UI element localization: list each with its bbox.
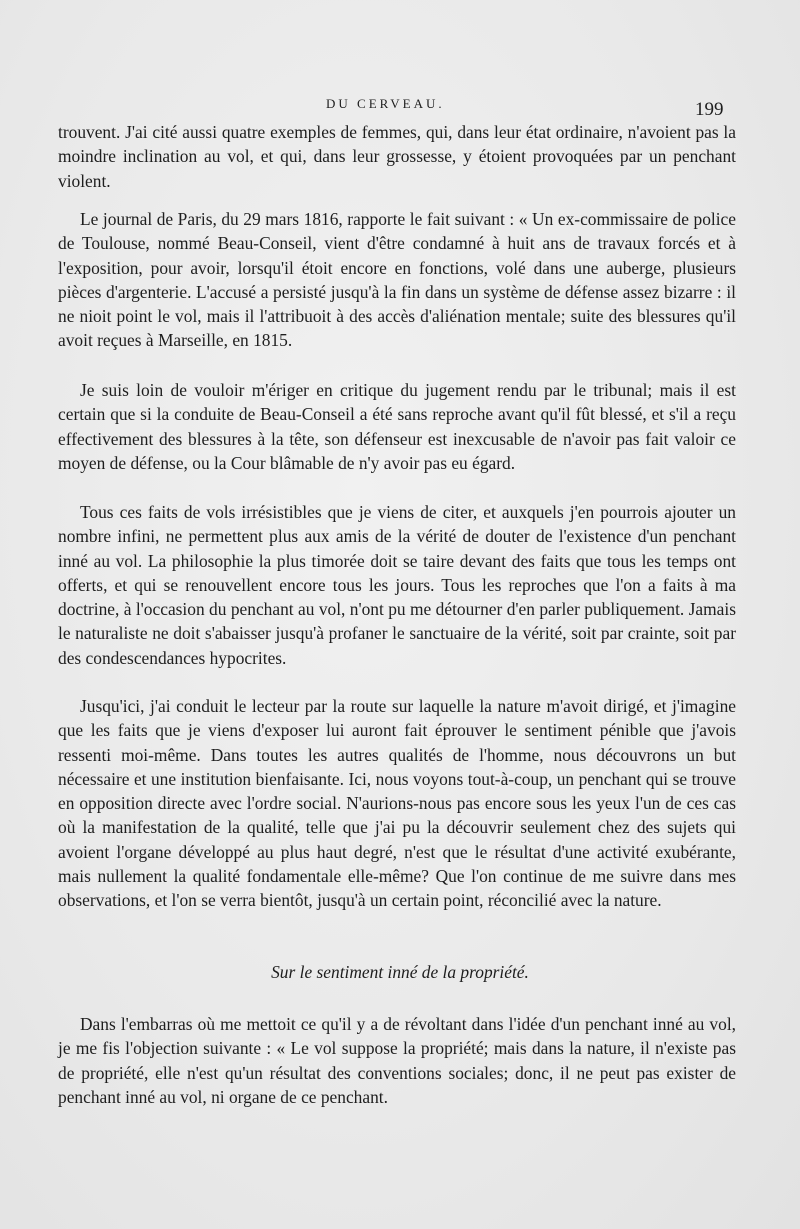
paragraph-text: Je suis loin de vouloir m'ériger en critique du jugement rendu par le tribunal; mais il est certain que si la conduite de Beau-Conseil a été sans reproche avant qu'il fût blessé, et s'il a reçu effectivement des blessures à la tête, son défenseur est inexcusable de n'avoir pas fait valoir ce moyen de défense, ou la Cour blâmable de n'y avoir pas eu égard.	[58, 380, 736, 473]
paragraph-text: trouvent. J'ai cité aussi quatre exemples de femmes, qui, dans leur état ordinaire, n'avoient pas la moindre inclination au vol, et qui, dans leur grossesse, y étoient provoquées par un penchant violent.	[58, 122, 736, 191]
paragraph-continuation	[58, 120, 736, 193]
paragraph-text: Tous ces faits de vols irrésistibles que je viens de citer, et auxquels j'en pourrois ajouter un nombre infini, ne permettent plus aux amis de la vérité de douter de l'existence d'un penchant inné au vol. La philosophie la plus timorée doit se taire devant des faits que tous les temps ont offerts, et qui se renouvellent encore tous les jours. Tous les reproches que l'on a faits à ma doctrine, à l'occasion du penchant au vol, n'ont pu me détourner d'en parler publiquement. Jamais le naturaliste ne doit s'abaisser jusqu'à profaner le sanctuaire de la vérité, soit par crainte, soit par des condescendances hypocrites.	[58, 502, 736, 668]
paragraph-critique-jugement	[58, 378, 736, 475]
paragraph-text: Le journal de Paris, du 29 mars 1816, rapporte le fait suivant : « Un ex-commissaire de police de Toulouse, nommé Beau-Conseil, vient d'être condamné à huit ans de travaux forcés et à l'exposition, pour avoir, lorsqu'il étoit encore en fonctions, volé dans une auberge, plusieurs pièces d'argenterie. L'accusé a persisté jusqu'à la fin dans un système de défense assez bizarre : il ne nioit point le vol, mais il l'attribuoit à des accès d'aliénation mentale; suite des blessures qu'il avoit reçues à Marseille, en 1815.	[58, 209, 736, 351]
page-number: 199	[695, 99, 724, 120]
section-heading: Sur le sentiment inné de la propriété.	[271, 962, 529, 982]
running-head: DU CERVEAU.	[326, 96, 445, 111]
paragraph-vols-irresistibles	[58, 500, 736, 670]
paragraph-text: Jusqu'ici, j'ai conduit le lecteur par la route sur laquelle la nature m'avoit dirigé, et j'imagine que les faits que je viens d'exposer lui auront fait éprouver le sentiment pénible que j'avois ressenti moi-même. Dans toutes les autres qualités de l'homme, nous découvrons un but nécessaire et une institution bienfaisante. Ici, nous voyons tout-à-coup, un penchant qui se trouve en opposition directe avec l'ordre social. N'aurions-nous pas encore sous les yeux l'un de ces cas où la manifestation de la qualité, telle que j'ai pu la découvrir seulement chez des sujets qui avoient l'organe développé au plus haut degré, n'est que le résultat d'une activité exubérante, mais nullement la qualité fondamentale elle-même? Que l'on continue de me suivre dans mes observations, et l'on se verra bientôt, jusqu'à un certain point, réconcilié avec la nature.	[58, 696, 736, 911]
paragraph-text: Dans l'embarras où me mettoit ce qu'il y a de révoltant dans l'idée d'un penchant inné au vol, je me fis l'objection suivante : « Le vol suppose la propriété; mais dans la nature, il n'existe pas de propriété, elle n'est qu'un résultat des conventions sociales; donc, il ne peut pas exister de penchant inné au vol, ni organe de ce penchant.	[58, 1014, 736, 1107]
page-header	[0, 96, 800, 120]
paragraph-objection	[58, 1012, 736, 1109]
paragraph-route-nature	[58, 694, 736, 913]
paragraph-journal-de-paris	[58, 207, 736, 353]
